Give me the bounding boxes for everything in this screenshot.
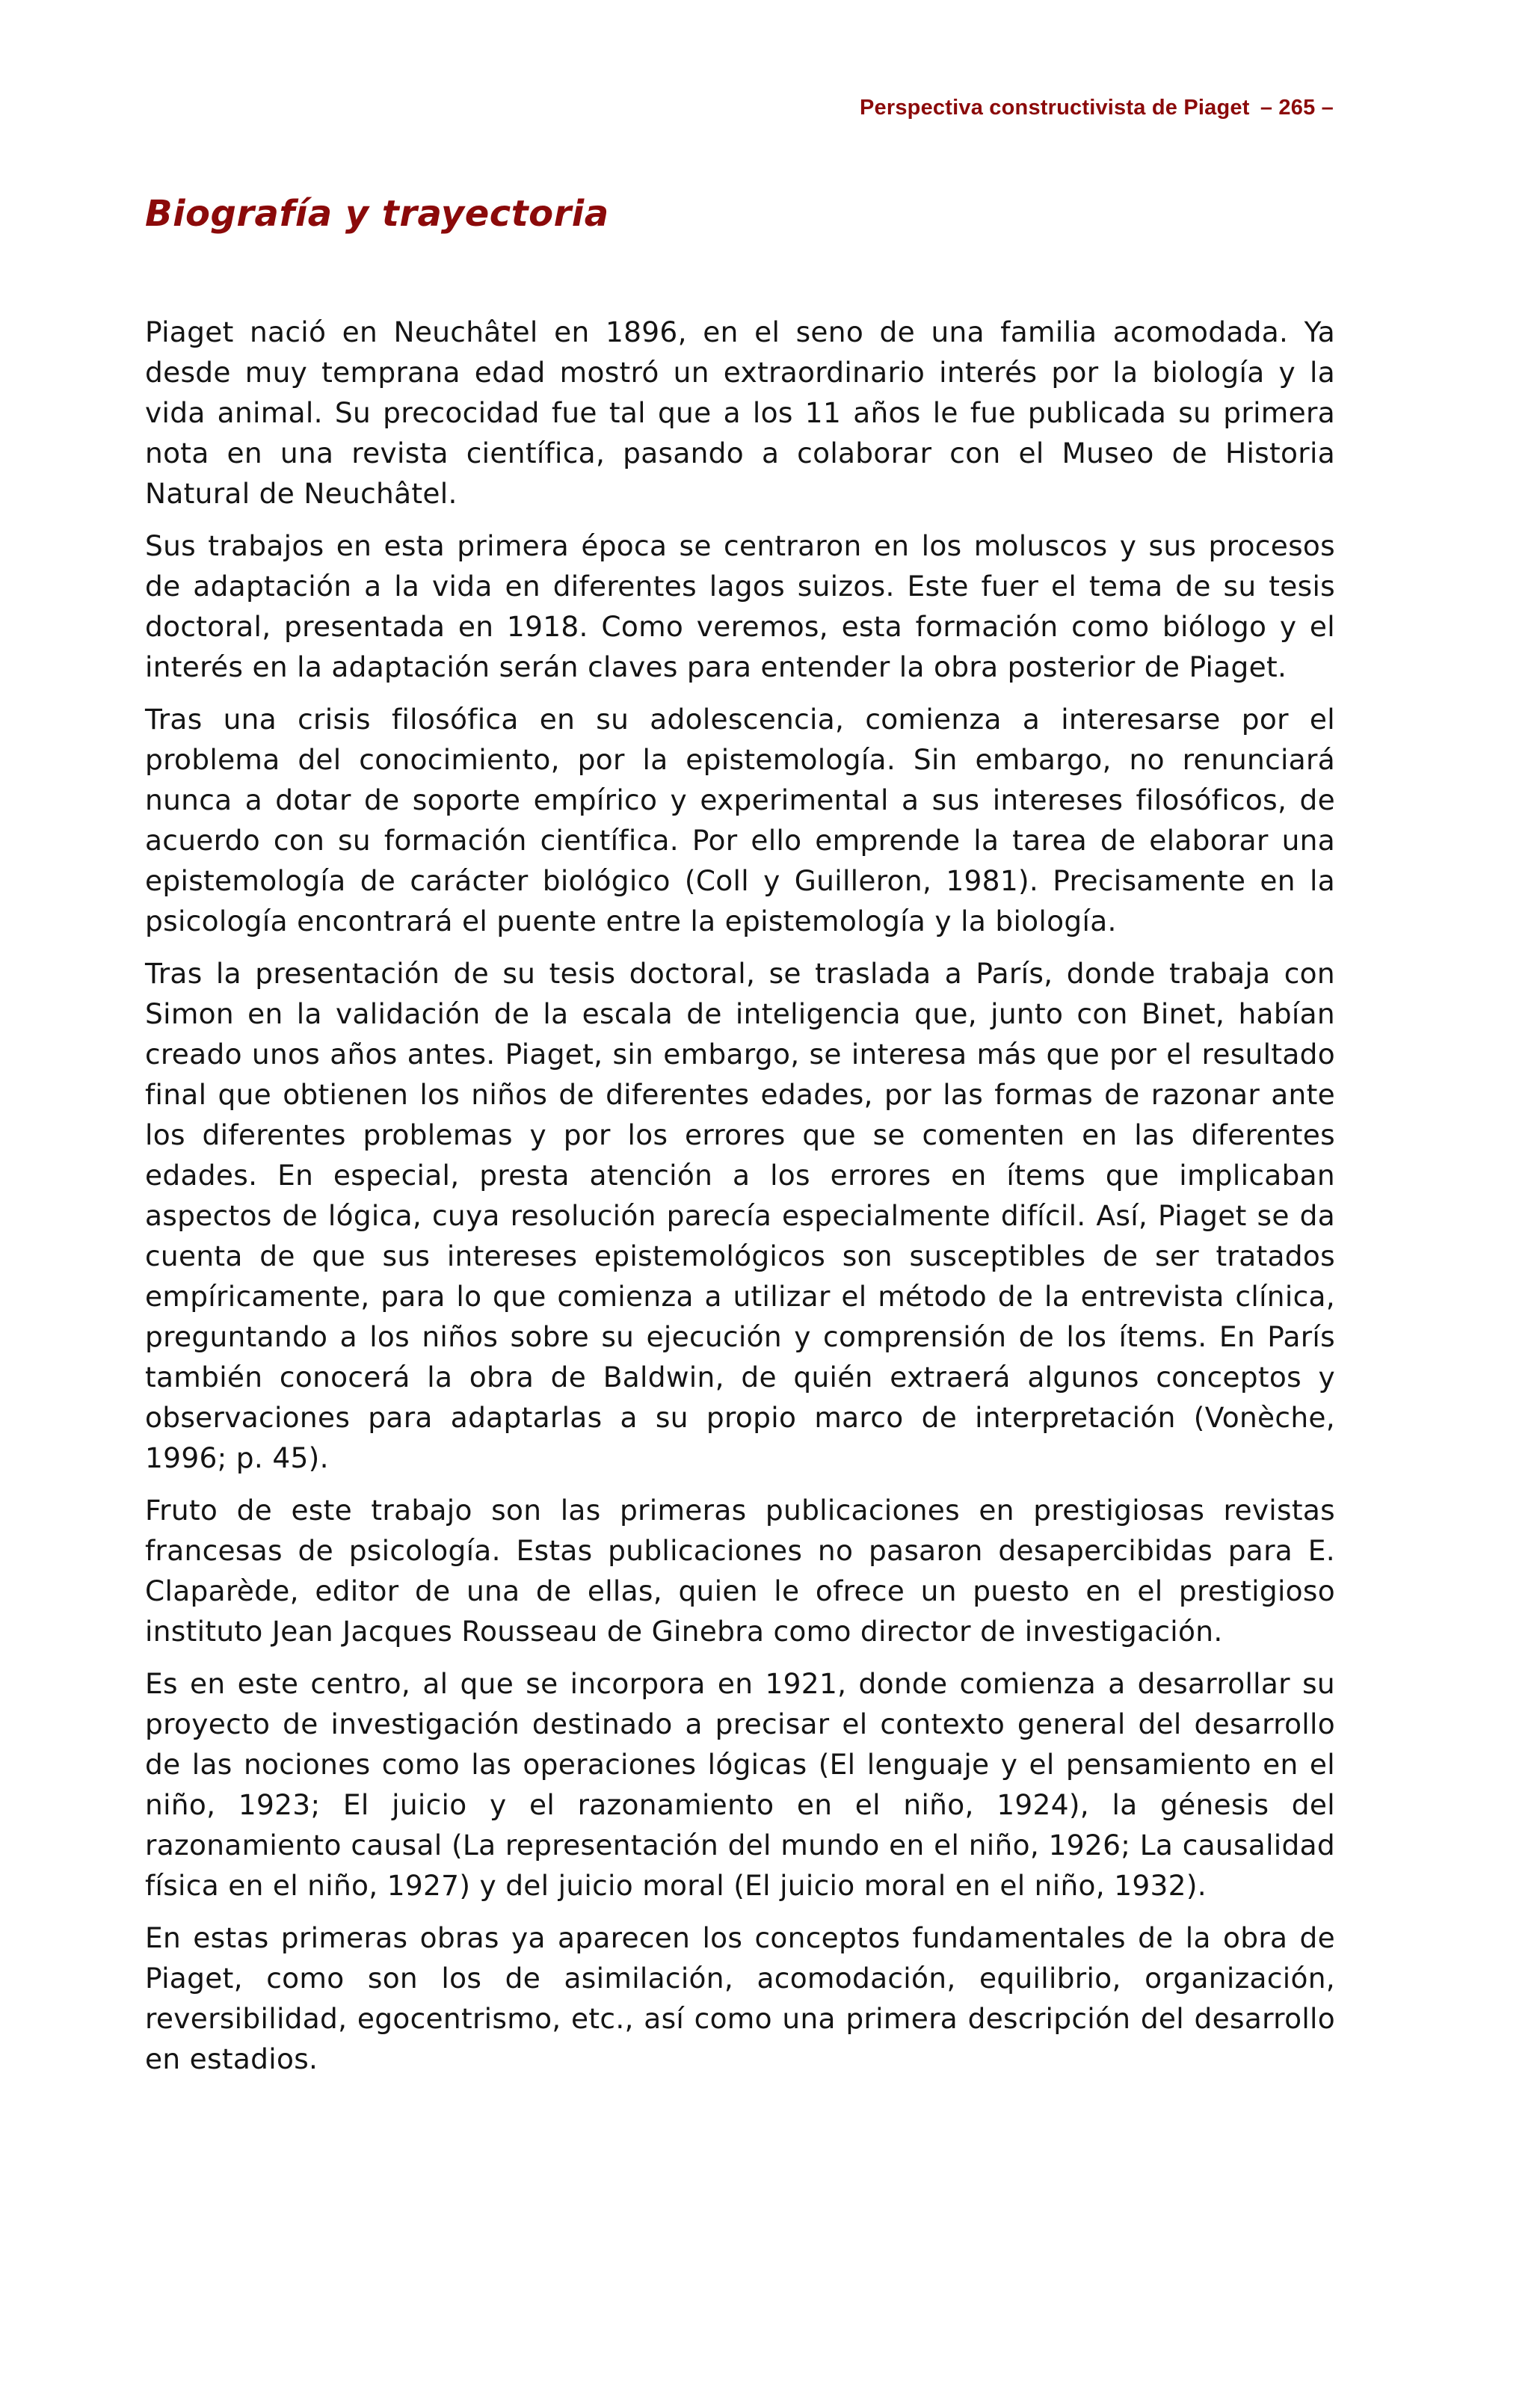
- paragraph: Tras una crisis filosófica en su adolescencia, comienza a interesarse por el problema del conocimiento, por la epistemología. Sin embargo, no renunciará nunca a dotar de soporte empírico y experimental a sus intereses filosóficos, de acuerdo con su formación científica. Por ello emprende la tarea de elaborar una epistemología de carácter biológico (Coll y Guilleron, 1981). Precisamente en la psicología encontrará el puente entre la epistemología y la biología.: [145, 703, 1335, 937]
- running-header: [145, 96, 1334, 120]
- running-title: Perspectiva constructivista de Piaget: [860, 96, 1250, 120]
- paragraph: Fruto de este trabajo son las primeras publicaciones en prestigiosas revistas francesas de psicología. Estas publicaciones no pasaron desapercibidas para E. Claparède, editor de una de ellas, quien le ofrece un puesto en el prestigioso instituto Jean Jacques Rousseau de Ginebra como director de investigación.: [145, 1494, 1335, 1648]
- page-number: – 265 –: [1260, 96, 1334, 120]
- paragraph: Sus trabajos en esta primera época se centraron en los moluscos y sus procesos de adaptación a la vida en diferentes lagos suizos. Este fuer el tema de su tesis doctoral, presentada en 1918. Como veremos, esta formación como biólogo y el interés en la adaptación serán claves para entender la obra posterior de Piaget.: [145, 529, 1335, 683]
- paragraph: En estas primeras obras ya aparecen los conceptos fundamentales de la obra de Piaget, como son los de asimilación, acomodación, equilibrio, organización, reversibilidad, egocentrismo, etc., así como una primera descripción del desarrollo en estadios.: [145, 1921, 1335, 2075]
- section-title: Biografía y trayectoria: [145, 193, 609, 235]
- body-text: [145, 312, 1335, 2091]
- paragraph: Tras la presentación de su tesis doctoral, se traslada a París, donde trabaja con Simon en la validación de la escala de inteligencia que, junto con Binet, habían creado unos años antes. Piaget, sin embargo, se interesa más que por el resultado final que obtienen los niños de diferentes edades, por las formas de razonar ante los diferentes problemas y por los errores que se comenten en las diferentes edades. En especial, presta atención a los errores en ítems que implicaban aspectos de lógica, cuya resolución parecía especialmente difícil. Así, Piaget se da cuenta de que sus intereses epistemológicos son susceptibles de ser tratados empíricamente, para lo que comienza a utilizar el método de la entrevista clínica, preguntando a los niños sobre su ejecución y comprensión de los ítems. En París también conocerá la obra de Baldwin, de quién extraerá algunos conceptos y observaciones para adaptarlas a su propio marco de interpretación (Vonèche, 1996; p. 45).: [145, 957, 1335, 1474]
- paragraph: Piaget nació en Neuchâtel en 1896, en el seno de una familia acomodada. Ya desde muy temprana edad mostró un extraordinario interés por la biología y la vida animal. Su precocidad fue tal que a los 11 años le fue publicada su primera nota en una revista científica, pasando a colaborar con el Museo de Historia Natural de Neuchâtel.: [145, 315, 1335, 510]
- paragraph: Es en este centro, al que se incorpora en 1921, donde comienza a desarrollar su proyecto de investigación destinado a precisar el contexto general del desarrollo de las nociones como las operaciones lógicas (El lenguaje y el pensamiento en el niño, 1923; El juicio y el razonamiento en el niño, 1924), la génesis del razonamiento causal (La representación del mundo en el niño, 1926; La causalidad física en el niño, 1927) y del juicio moral (El juicio moral en el niño, 1932).: [145, 1667, 1335, 1902]
